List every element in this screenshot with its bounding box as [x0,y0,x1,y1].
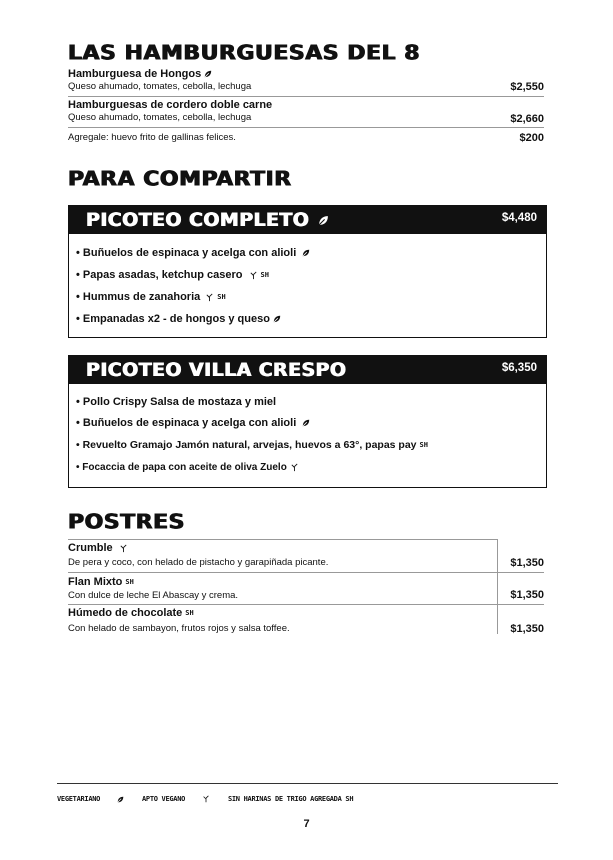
menu-addon-price: $200 [519,132,544,144]
legend-no-wheat: SIN HARINAS DE TRIGO AGREGADA SH [227,795,354,803]
card-price: $6,350 [501,362,537,374]
leaf-icon [204,70,212,78]
menu-item-price: $2,660 [510,113,544,125]
menu-item-desc: Queso ahumado, tomates, cebolla, lechuga [68,81,252,92]
legend-vegetarian: VEGETARIANO [57,795,124,803]
menu-addon-desc: Agregale: huevo frito de gallinas felices. [68,132,236,143]
section-title-share: PARA COMPARTIR [68,168,292,191]
divider [68,96,544,97]
vegan-sprout-icon [202,795,210,803]
vegan-sprout-icon [205,293,214,302]
card-header [69,206,546,234]
sh-tag: SH [419,441,428,450]
dessert-desc: De pera y coco, con helado de pistacho y garapiñada picante. [68,557,329,568]
card-header [69,356,546,384]
vegan-sprout-icon [290,463,299,472]
leaf-icon [302,419,310,427]
legend-vegan: APTO VEGANO [142,795,210,803]
picoteo-completo-card [68,205,547,338]
price-column-divider [497,540,498,634]
sh-tag: SH [185,609,194,618]
list-item: • Buñuelos de espinaca y acelga con alioli [76,247,310,259]
list-item: • Papas asadas, ketchup casero SH [76,269,269,281]
list-item: • Revuelto Gramajo Jamón natural, arvejas, huevos a 63°, papas pay SH [76,439,428,451]
list-item: • Buñuelos de espinaca y acelga con alioli [76,417,310,429]
divider [68,604,544,605]
divider [68,127,544,128]
leaf-icon [273,315,281,323]
divider [68,539,498,540]
divider [68,572,544,573]
list-item: • Pollo Crispy Salsa de mostaza y miel [76,396,277,408]
sh-tag: SH [125,578,134,587]
card-price: $4,480 [501,212,537,224]
sh-tag: SH [260,271,269,280]
list-item: • Hummus de zanahoria SH [76,291,226,303]
dietary-legend [57,795,367,803]
card-title: PICOTEO VILLA CRESPO [86,359,347,381]
list-item: • Empanadas x2 - de hongos y queso [76,313,281,325]
vegan-sprout-icon [119,544,128,553]
dessert-name: Flan Mixto SH [68,576,134,588]
dessert-desc: Con dulce de leche El Abascay y crema. [68,590,239,601]
footer-divider [57,783,558,784]
menu-item-name: Hamburguesas de cordero doble carne [68,99,273,111]
menu-item-name: Hamburguesa de Hongos [68,68,212,80]
section-title-desserts: POSTRES [68,511,185,534]
page-number: 7 [303,818,310,830]
sh-tag: SH [217,293,226,302]
dessert-price: $1,350 [510,557,544,569]
list-item: • Focaccia de papa con aceite de oliva Zuelo [76,462,299,473]
dessert-name: Crumble [68,542,128,554]
card-title: PICOTEO COMPLETO [86,209,329,231]
vegan-sprout-icon [249,271,258,280]
dessert-price: $1,350 [510,589,544,601]
menu-item-price: $2,550 [510,81,544,93]
picoteo-villa-crespo-card [68,355,547,488]
leaf-icon [117,796,124,803]
menu-item-desc: Queso ahumado, tomates, cebolla, lechuga [68,112,252,123]
dessert-price: $1,350 [510,623,544,635]
leaf-icon [318,215,329,226]
leaf-icon [302,249,310,257]
dessert-desc: Con helado de sambayon, frutos rojos y salsa toffee. [68,623,290,634]
section-title-burgers: LAS HAMBURGUESAS DEL 8 [68,42,421,65]
dessert-name: Húmedo de chocolate SH [68,607,194,619]
